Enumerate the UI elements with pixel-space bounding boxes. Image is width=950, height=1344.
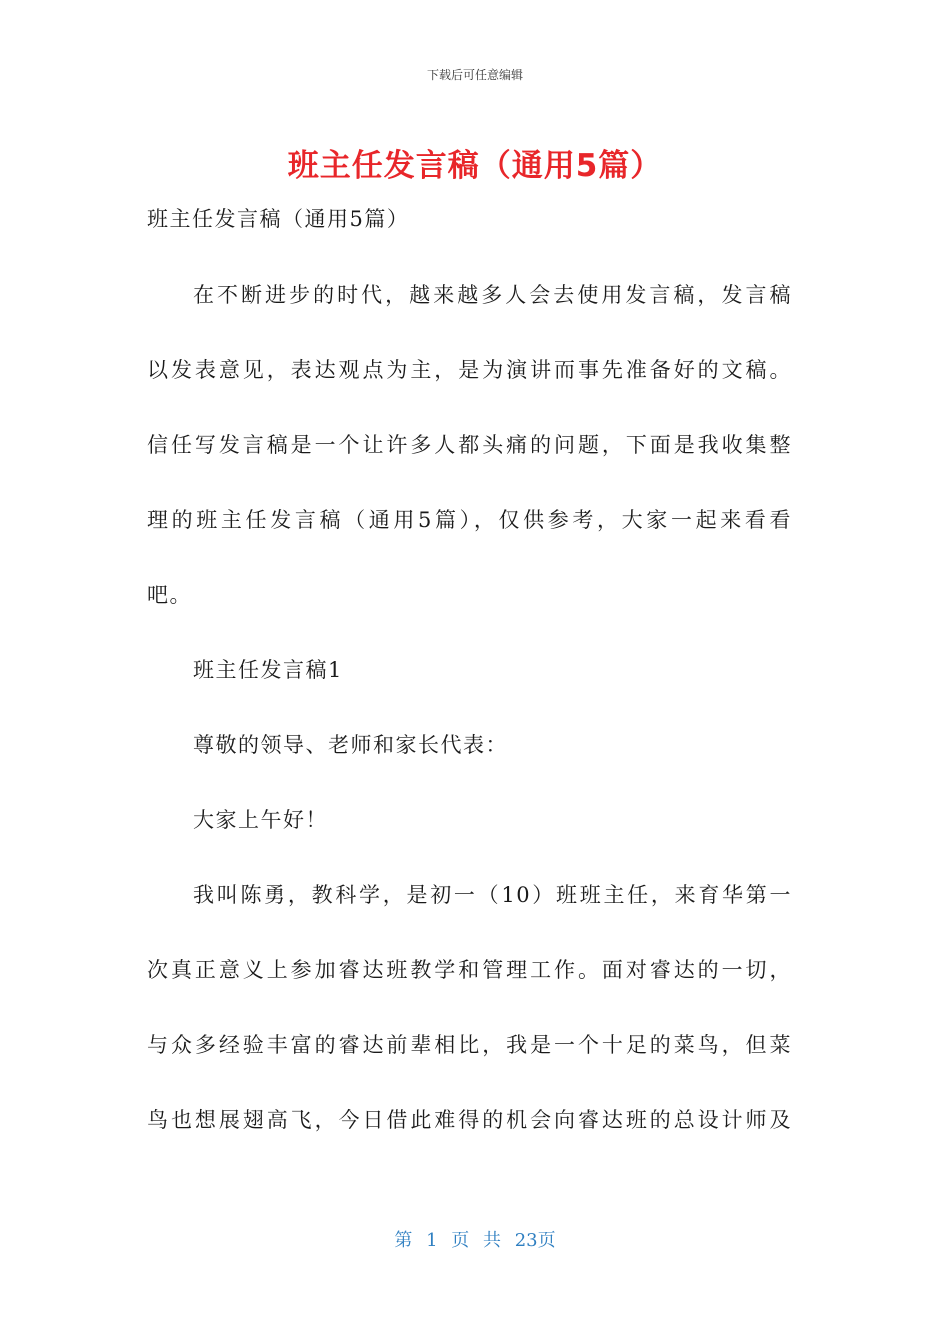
page-number-footer: 第 1 页 共 23页 [394, 1230, 556, 1251]
salutation: 尊敬的领导、老师和家长代表： [193, 733, 508, 757]
document-title: 班主任发言稿（通用5篇） [287, 148, 663, 184]
paragraph-line: 次真正意义上参加睿达班教学和管理工作。面对睿达的一切， [147, 958, 792, 982]
page-header-note: 下载后可任意编辑 [426, 68, 523, 82]
paragraph-line: 与众多经验丰富的睿达前辈相比，我是一个十足的菜鸟，但菜 [147, 1033, 792, 1057]
body-subtitle: 班主任发言稿（通用5篇） [147, 207, 410, 231]
paragraph-line: 理的班主任发言稿（通用5篇），仅供参考，大家一起来看看 [147, 508, 792, 532]
paragraph-line: 我叫陈勇，教科学，是初一（10）班班主任，来育华第一 [193, 883, 792, 907]
greeting: 大家上午好！ [193, 808, 328, 832]
section-heading: 班主任发言稿1 [193, 658, 343, 682]
document-body [147, 198, 792, 1174]
paragraph-line: 吧。 [147, 583, 192, 607]
paragraph-line: 在不断进步的时代，越来越多人会去使用发言稿，发言稿 [193, 283, 792, 307]
paragraph-line: 鸟也想展翅高飞，今日借此难得的机会向睿达班的总设计师及 [147, 1108, 792, 1132]
paragraph-line: 以发表意见，表达观点为主，是为演讲而事先准备好的文稿。 [147, 358, 792, 382]
paragraph-line: 信任写发言稿是一个让许多人都头痛的问题，下面是我收集整 [147, 433, 792, 457]
